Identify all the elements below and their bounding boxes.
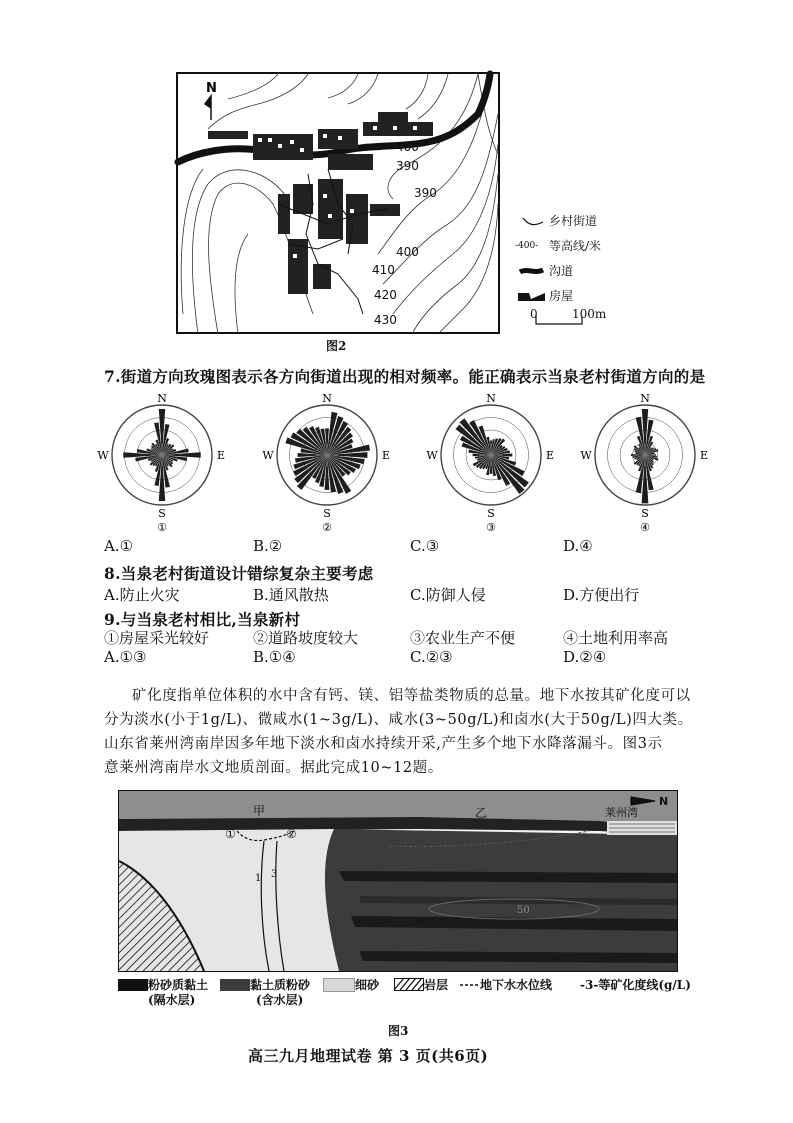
figure-3-caption: 图3 — [388, 1024, 409, 1038]
rose-label-s: S — [323, 507, 331, 520]
page-footer: 高三九月地理试卷 第 3 页(共6页) — [248, 1047, 489, 1065]
q8-option-b[interactable]: B.通风散热 — [253, 586, 329, 604]
yi-label: 乙 — [475, 806, 488, 820]
legend-label: 等矿化度线(g/L) — [598, 978, 691, 992]
rose-label-e: E — [381, 449, 391, 462]
rose-label-w: W — [97, 449, 109, 462]
q8-option-c[interactable]: C.防御人侵 — [410, 586, 486, 604]
iso-prefix: 3 — [584, 977, 594, 992]
legend-item — [458, 976, 552, 993]
jia-label: 甲 — [253, 804, 266, 818]
rose-label-e: E — [216, 449, 226, 462]
iso-3-label: 3 — [271, 869, 278, 880]
water-table-line-icon — [458, 979, 480, 991]
village-map — [176, 72, 500, 334]
north-arrow-icon — [205, 96, 211, 120]
rose-label-n: N — [486, 392, 496, 405]
passage-line: 矿化度指单位体积的水中含有钙、镁、铝等盐类物质的总量。地下水按其矿化度可以 — [132, 688, 691, 704]
rose-diagrams — [97, 385, 740, 535]
rose-number: ③ — [486, 521, 496, 534]
q9-statement: ②道路坡度较大 — [253, 629, 359, 647]
iso-line-icon: -3- — [580, 977, 599, 992]
contour-label: 400 — [396, 140, 419, 154]
rose-label-n: N — [640, 392, 650, 405]
q9-statement: ③农业生产不便 — [410, 629, 516, 647]
q7-option-c[interactable]: C.③ — [410, 537, 440, 555]
legend-label: 等高线/米 — [549, 239, 602, 253]
legend-label: 细砂 — [355, 978, 380, 992]
point-1-label: ① — [225, 827, 236, 841]
iso-50-label: 50 — [517, 905, 530, 916]
passage-line: 山东省莱州湾南岸因多年地下淡水和卤水持续开采,产生多个地下水降落漏斗。图3示 — [104, 736, 663, 752]
q7-option-b[interactable]: B.② — [253, 537, 283, 555]
rose-diagram[interactable] — [262, 392, 390, 534]
legend-label: 粉砂质黏土 — [148, 978, 209, 992]
contour-line-icon: -400- — [515, 240, 539, 251]
q9-option-d[interactable]: D.②④ — [563, 648, 607, 666]
rose-label-s: S — [641, 507, 649, 520]
rose-number: ② — [322, 521, 332, 534]
section-legend — [118, 976, 691, 1012]
legend-label: 乡村街道 — [549, 214, 598, 228]
gully-icon — [515, 264, 549, 278]
rose-label-s: S — [158, 507, 166, 520]
map-drawing — [178, 74, 498, 332]
contour-label: 390 — [414, 186, 437, 200]
legend-label: 房屋 — [549, 289, 574, 303]
fine-sand-swatch-icon — [323, 978, 355, 992]
question-8: 8.当泉老村街道设计错综复杂主要考虑 — [104, 564, 374, 583]
silty-clay-swatch-icon — [118, 979, 148, 991]
rose-diagram[interactable] — [580, 392, 708, 534]
passage — [104, 684, 754, 780]
q9-statement: ④土地利用率高 — [563, 629, 669, 647]
rose-label-s: S — [487, 507, 495, 520]
question-7: 7.街道方向玫瑰图表示各方向街道出现的相对频率。能正确表示当泉老村街道方向的是 — [104, 367, 706, 386]
rose-number: ④ — [640, 521, 650, 534]
iso-1-label: 1 — [255, 873, 262, 884]
hydrogeologic-section — [118, 790, 678, 972]
point-2-label: ② — [286, 827, 297, 841]
legend-sub: (含水层) — [256, 993, 304, 1007]
rose-diagram[interactable] — [426, 392, 554, 534]
scale-length: 100m — [572, 307, 607, 321]
contour-label: 410 — [372, 263, 395, 277]
legend-item — [580, 976, 691, 993]
section-drawing — [119, 791, 677, 971]
q9-statement: ①房屋采光较好 — [104, 629, 210, 647]
question-9: 9.与当泉老村相比,当泉新村 — [104, 610, 301, 629]
passage-line: 意莱州湾南岸水文地质剖面。据此完成10~12题。 — [104, 760, 443, 776]
scale-zero: 0 — [530, 307, 538, 321]
rose-diagram[interactable] — [97, 392, 225, 534]
legend-label: 地下水水位线 — [480, 978, 553, 992]
legend-item — [515, 258, 675, 283]
street-line-icon — [515, 214, 549, 228]
bedrock-hatch-icon — [394, 978, 424, 991]
legend-label: 岩层 — [424, 978, 449, 992]
q7-option-d[interactable]: D.④ — [563, 537, 593, 555]
legend-sub: (隔水层) — [148, 993, 196, 1007]
q8-option-a[interactable]: A.防止火灾 — [104, 586, 180, 604]
q9-option-c[interactable]: C.②③ — [410, 648, 453, 666]
rose-label-w: W — [580, 449, 592, 462]
q9-option-a[interactable]: A.①③ — [104, 648, 147, 666]
map-legend — [515, 208, 675, 308]
house-icon — [515, 289, 549, 303]
legend-label: 沟道 — [549, 264, 574, 278]
bay-label: 莱州湾 — [605, 806, 638, 819]
rose-number: ① — [157, 521, 167, 534]
q8-option-d[interactable]: D.方便出行 — [563, 586, 640, 604]
figure-2-caption: 图2 — [326, 339, 347, 353]
contour-label: 420 — [374, 288, 397, 302]
clayey-silt-swatch-icon — [220, 979, 250, 991]
north-label: N — [206, 81, 217, 96]
rose-label-e: E — [699, 449, 709, 462]
legend-label: 黏土质粉砂 — [250, 978, 311, 992]
rose-label-n: N — [322, 392, 332, 405]
rose-diagrams-canvas — [97, 385, 740, 535]
passage-line: 分为淡水(小于1g/L)、微咸水(1~3g/L)、咸水(3~50g/L)和卤水(大于50g/L)四大类。 — [104, 712, 693, 728]
legend-item — [515, 233, 675, 258]
legend-item — [515, 283, 675, 308]
contour-label: 430 — [374, 313, 397, 327]
q9-option-b[interactable]: B.①④ — [253, 648, 296, 666]
rose-label-w: W — [262, 449, 274, 462]
rose-label-w: W — [426, 449, 438, 462]
legend-item — [323, 976, 379, 993]
rose-label-e: E — [545, 449, 555, 462]
legend-item — [515, 208, 675, 233]
section-north-label: N — [659, 795, 669, 808]
legend-item — [394, 976, 448, 993]
contour-label: 400 — [396, 245, 419, 259]
contour-label: 390 — [396, 159, 419, 173]
q7-option-a[interactable]: A.① — [104, 537, 134, 555]
rose-label-n: N — [157, 392, 167, 405]
